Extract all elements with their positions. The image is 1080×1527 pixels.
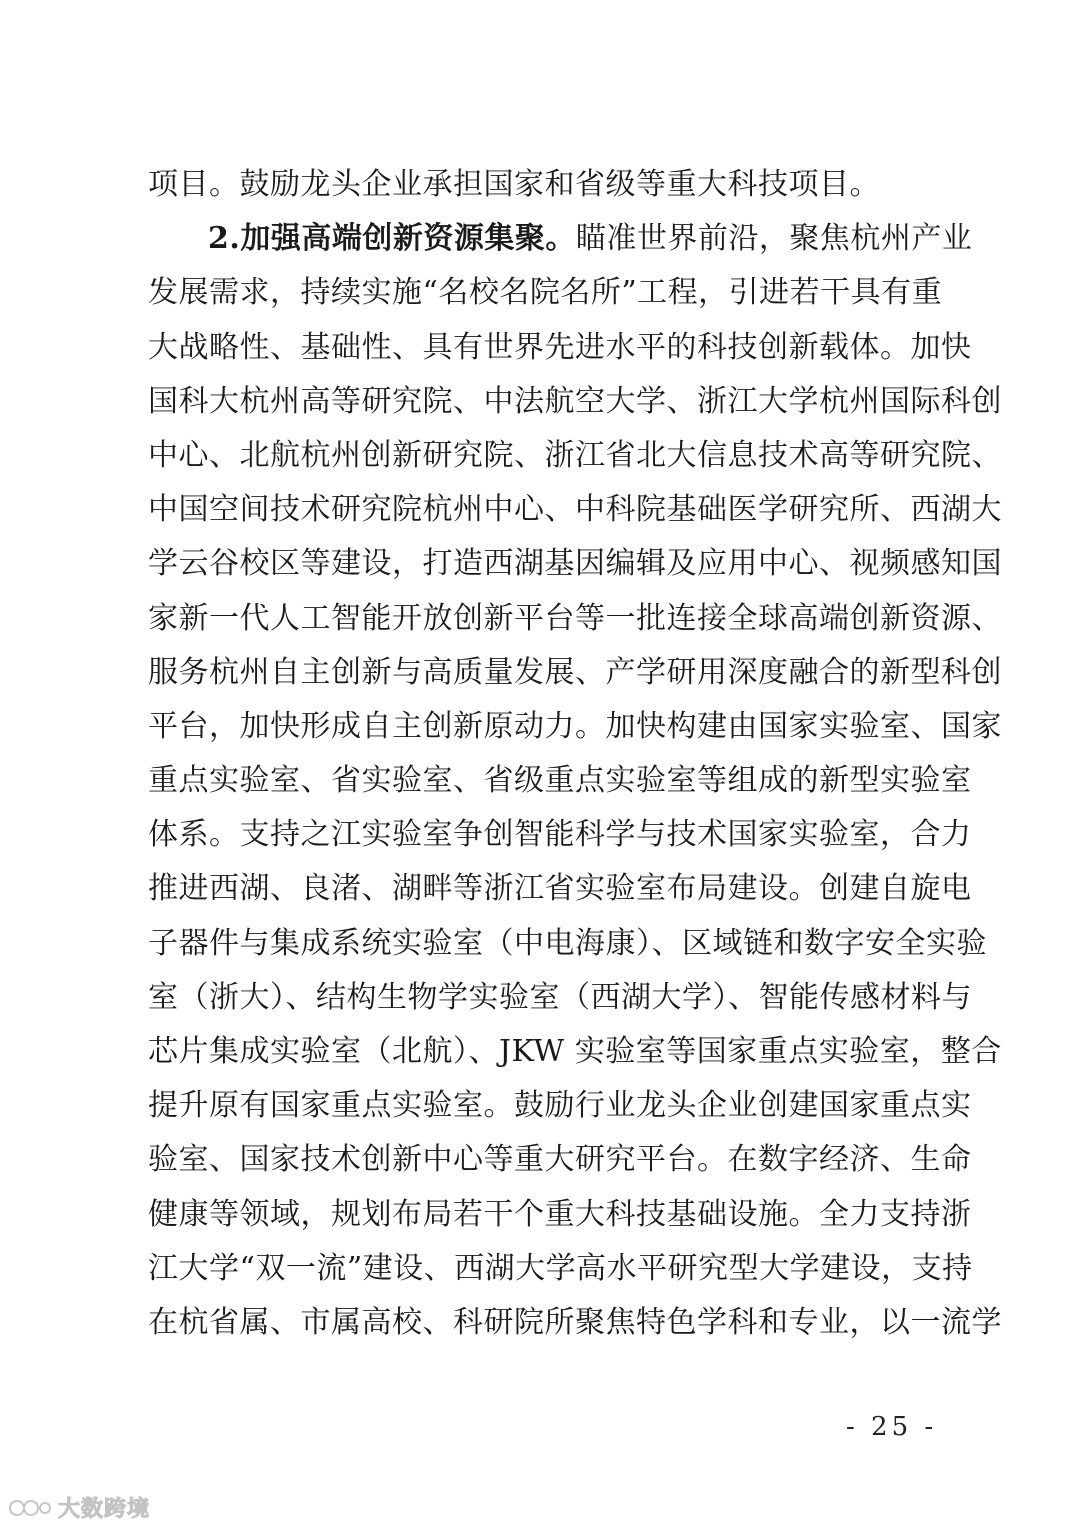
text-line: 中心、北航杭州创新研究院、浙江省北大信息技术高等研究院、 — [148, 437, 1002, 473]
text-line: 学云谷校区等建设，打造西湖基因编辑及应用中心、视频感知国 — [148, 546, 1002, 582]
watermark-text: 大数跨境 — [58, 1497, 151, 1522]
text-line: 中国空间技术研究院杭州中心、中科院基础医学研究所、西湖大 — [148, 492, 1002, 528]
text-line: 江大学“双一流”建设、西湖大学高水平研究型大学建设，支持 — [148, 1250, 973, 1286]
section-heading: 2.加强高端创新资源集聚。 — [208, 221, 576, 257]
text-line: 验室、国家技术创新中心等重大研究平台。在数字经济、生命 — [148, 1142, 972, 1178]
text-line: 健康等领域，规划布局若干个重大科技基础设施。全力支持浙 — [148, 1196, 972, 1232]
text-line: 国科大杭州高等研究院、中法航空大学、浙江大学杭州国际科创 — [148, 383, 1002, 419]
text-line: 子器件与集成系统实验室（中电海康）、区域链和数字安全实验 — [148, 925, 987, 961]
text-line: 家新一代人工智能开放创新平台等一批连接全球高端创新资源、 — [148, 600, 1002, 636]
text-line: 提升原有国家重点实验室。鼓励行业龙头企业创建国家重点实 — [148, 1088, 972, 1124]
text-line: 在杭省属、市属高校、科研院所聚焦特色学科和专业，以一流学 — [148, 1304, 1002, 1340]
watermark — [8, 1492, 150, 1523]
text-line: 大战略性、基础性、具有世界先进水平的科技创新载体。加快 — [148, 329, 972, 365]
watermark-logo-icon — [8, 1496, 52, 1520]
section-heading-line — [148, 212, 973, 266]
text-line: 发展需求，持续实施“名校名院名所”工程，引进若干具有重 — [148, 275, 943, 311]
page-number: - 25 - — [846, 1412, 938, 1442]
text-line: 重点实验室、省实验室、省级重点实验室等组成的新型实验室 — [148, 763, 972, 799]
heading-continuation: 瞄准世界前沿，聚焦杭州产业 — [575, 221, 973, 257]
text-line: 服务杭州自主创新与高质量发展、产学研用深度融合的新型科创 — [148, 654, 1002, 690]
text-line: 推进西湖、良渚、湖畔等浙江省实验室布局建设。创建自旋电 — [148, 871, 972, 907]
text-line: 芯片集成实验室（北航）、JKW 实验室等国家重点实验室，整合 — [148, 1034, 1002, 1069]
text-line: 项目。鼓励龙头企业承担国家和省级等重大科技项目。 — [148, 167, 880, 202]
text-line: 体系。支持之江实验室争创智能科学与技术国家实验室，合力 — [148, 817, 972, 853]
text-line: 室（浙大）、结构生物学实验室（西湖大学）、智能传感材料与 — [148, 979, 972, 1015]
text-line: 平台，加快形成自主创新原动力。加快构建由国家实验室、国家 — [148, 708, 1002, 744]
body-text — [148, 158, 1002, 1350]
